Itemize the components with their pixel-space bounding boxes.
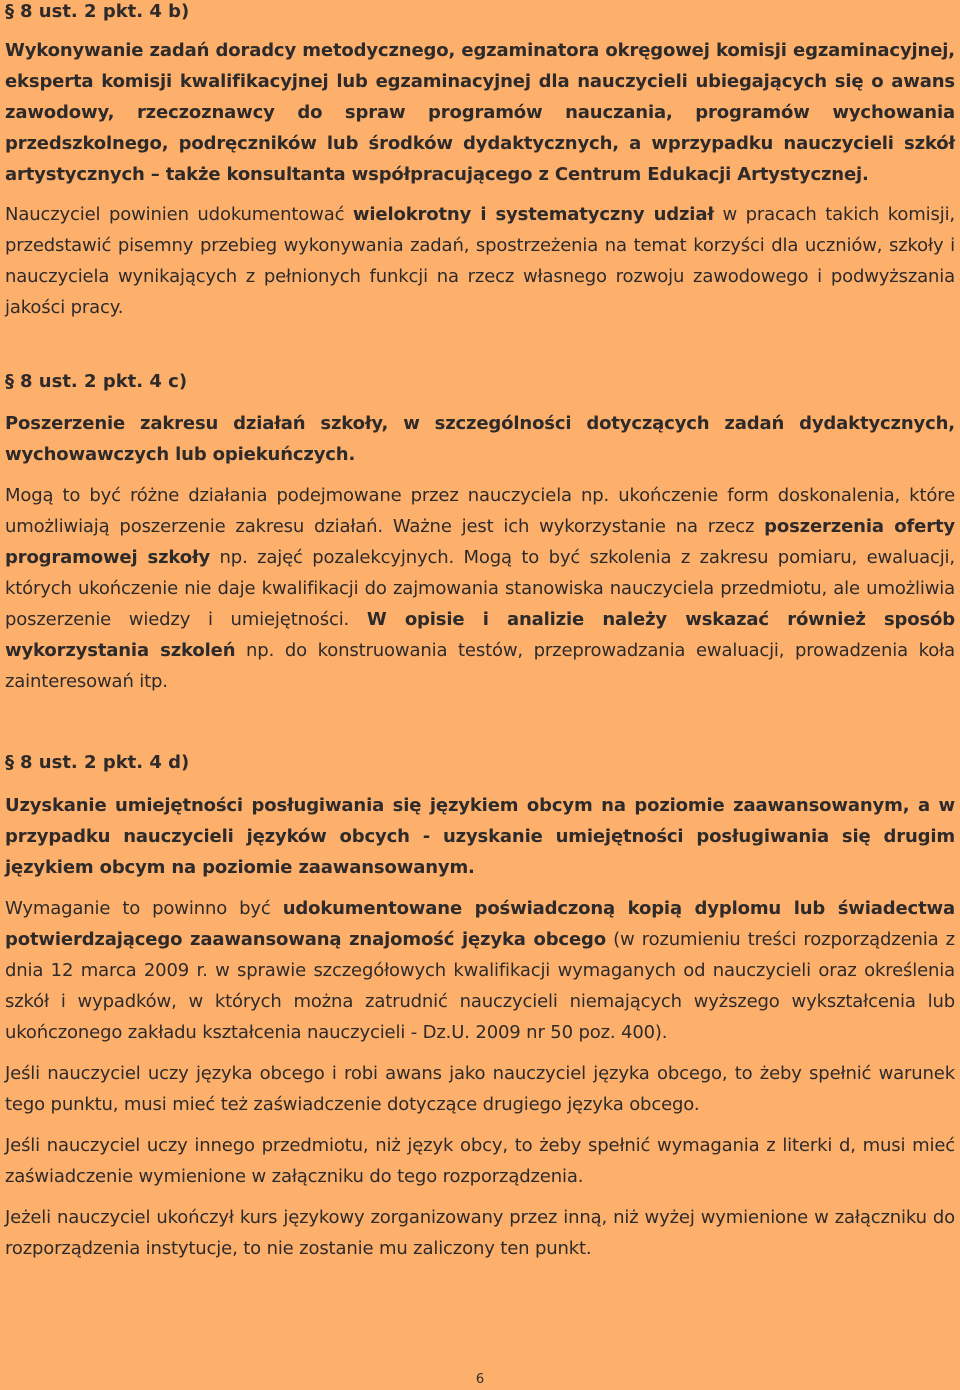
text-run-bold: W opisie i analizie należy wskazać również sposób wykorzystania szkoleń [5,609,955,661]
section-symbol: § [5,1,14,22]
text-run: Mogą to być różne działania podejmowane przez nauczyciela np. ukończenie form doskonalenia, które umożliwiają poszerzenie zakresu działań. Ważne jest ich wykorzystanie na rzecz [5,485,955,537]
page-number: 6 [475,1372,485,1387]
section-body [5,480,955,697]
text-run: Jeśli nauczyciel uczy języka obcego i robi awans jako nauczyciel języka obcego, to żeby spełnić warunek tego punktu, musi mieć też zaświadczenie dotyczące drugiego języka obcego. [5,1063,955,1115]
section-heading [5,369,955,394]
paragraph [5,199,955,323]
section-lead: Uzyskanie umiejętności posługiwania się językiem obcym na poziomie zaawansowanym, a w przypadku nauczycieli języków obcych - uzyskanie umiejętności posługiwania się drugim językiem obcym na poziomie zaawansowanym. [5,795,955,878]
section-heading-text: 8 ust. 2 pkt. 4 d) [20,752,190,773]
section-4c [5,369,955,697]
section-heading [5,0,955,24]
text-run: Nauczyciel powinien udokumentować [5,204,353,225]
paragraph [5,480,955,697]
text-run: Jeżeli nauczyciel ukończył kurs językowy zorganizowany przez inną, niż wyżej wymienione w załączniku do rozporządzenia instytucje, to nie zostanie mu zaliczony ten punkt. [5,1207,955,1259]
text-run: (w rozumieniu treści rozporządzenia z dnia 12 marca 2009 r. w sprawie szczegółowych kwalifikacji wymaganych od nauczycieli oraz określenia szkół i wypadków, w których można zatrudnić nauczycieli niemających wyższego wykształcenia lub ukończonego zakładu kształcenia nauczycieli - Dz.U. 2009 nr 50 poz. 400). [5,929,955,1043]
section-heading-text: 8 ust. 2 pkt. 4 b) [20,1,190,22]
section-body [5,199,955,323]
section-4b [5,0,955,323]
text-run: np. do konstruowania testów, przeprowadzania ewaluacji, prowadzenia koła zainteresowań itp. [5,640,955,692]
text-run-bold: poszerzenia oferty programowej szkoły [5,516,956,568]
text-run: Jeśli nauczyciel uczy innego przedmiotu, niż język obcy, to żeby spełnić wymagania z literki d, musi mieć zaświadczenie wymienione w załączniku do tego rozporządzenia. [5,1135,955,1187]
section-heading-text: 8 ust. 2 pkt. 4 c) [20,371,188,392]
text-run: Wymaganie to powinno być [5,898,283,919]
paragraph [5,893,955,1048]
paragraph [5,1058,955,1120]
section-lead: Wykonywanie zadań doradcy metodycznego, egzaminatora okręgowej komisji egzaminacyjnej, eksperta komisji kwalifikacyjnej lub egzaminacyjnej dla nauczycieli ubiegających się o awans zawodowy, rzeczoznawcy do spraw programów nauczania, programów wychowania przedszkolnego, podręczników lub środków dydaktycznych, a wprzypadku nauczycieli szkół artystycznych – także konsultanta współpracującego z Centrum Edukacji Artystycznej. [5,40,955,185]
text-run-bold: udokumentowane poświadczoną kopią dyplomu lub świadectwa potwierdzającego zaawansowaną znajomość języka obcego [5,898,955,950]
text-run: np. zajęć pozalekcyjnych. Mogą to być szkolenia z zakresu pomiaru, ewaluacji, których ukończenie nie daje kwalifikacji do zajmowania stanowiska nauczyciela przedmiotu, ale umożliwia poszerzenie wiedzy i umiejętności. [5,547,955,630]
paragraph [5,1130,955,1192]
section-symbol: § [5,752,14,773]
section-symbol: § [5,371,14,392]
section-4d [5,750,955,1264]
section-heading [5,750,955,775]
paragraph [5,1202,955,1264]
text-run-bold: wielokrotny i systematyczny udział [352,204,714,225]
section-lead: Poszerzenie zakresu działań szkoły, w szczególności dotyczących zadań dydaktycznych, wychowawczych lub opiekuńczych. [5,413,955,465]
text-run: w pracach takich komisji, przedstawić pisemny przebieg wykonywania zadań, spostrzeżenia na temat korzyści dla uczniów, szkoły i nauczyciela wynikających z pełnionych funkcji na rzecz własnego rozwoju zawodowego i podwyższania jakości pracy. [5,204,955,318]
section-body [5,893,955,1264]
